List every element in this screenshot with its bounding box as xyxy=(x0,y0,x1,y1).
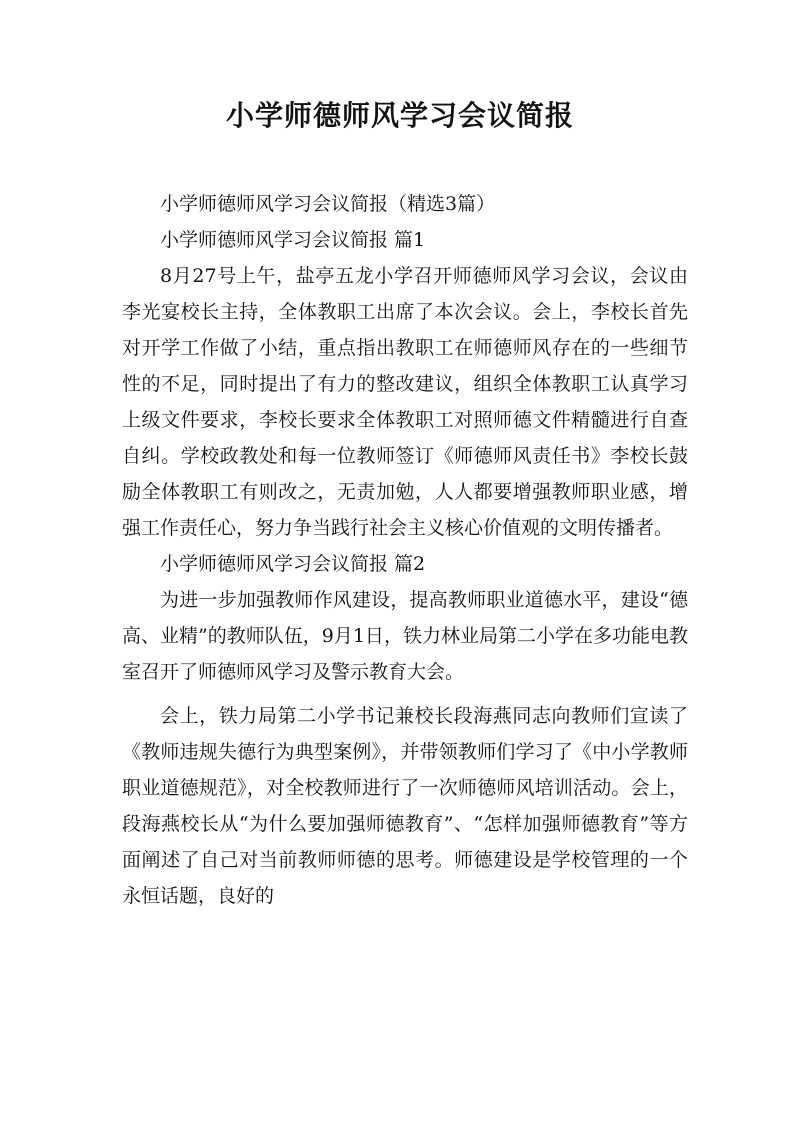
document-title: 小学师德师风学习会议简报 xyxy=(225,99,574,132)
body-paragraph-3: 会上，铁力局第二小学书记兼校长段海燕同志向教师们宣读了《教师违规失德行为典型案例》，并带领教师们学习了《中小学教师职业道德规范》，对全校教师进行了一次师德师风培训活动。会上，段海燕校长从“为什么要加强师德教育”、“怎样加强师德教育”等方面阐述了自己对当前教师师德的思考。师德建设是学校管理的一个永恒话题，良好的 xyxy=(122,705,688,907)
section-heading-1: 小学师德师风学习会议简报 篇1 xyxy=(160,229,426,251)
body-paragraph-1: 8月27号上午，盐亭五龙小学召开师德师风学习会议，会议由李光宴校长主持，全体教职工出席了本次会议。会上，李校长首先对开学工作做了小结，重点指出教职工在师德师风存在的一些细节性的不足，同时提出了有力的整改建议，组织全体教职工认真学习上级文件要求，李校长要求全体教职工对照师德文件精髓进行自查自纠。学校政教处和每一位教师签订《师德师风责任书》李校长鼓励全体教职工有则改之，无责加勉，人人都要增强教师职业感，增强工作责任心，努力争当践行社会主义核心价值观的文明传播者。 xyxy=(122,265,688,539)
subtitle-paragraph: 小学师德师风学习会议简报（精选3篇） xyxy=(160,193,496,215)
body-paragraph-2: 为进一步加强教师作风建设，提高教师职业道德水平，建设“德高、业精”的教师队伍，9月1日，铁力林业局第二小学在多功能电教室召开了师德师风学习及警示教育大会。 xyxy=(122,589,688,683)
document-body xyxy=(122,186,688,914)
section-heading-2: 小学师德师风学习会议简报 篇2 xyxy=(160,553,426,575)
